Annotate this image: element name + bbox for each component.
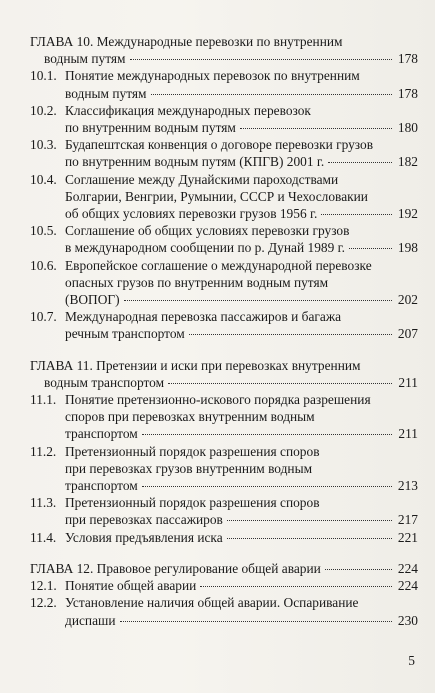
toc-page-number: 182	[397, 154, 418, 170]
toc-text: споров при перевозках внутренним водным	[65, 409, 315, 425]
toc-page-number: 192	[397, 206, 418, 222]
toc-line	[30, 257, 418, 274]
toc-text: Установление наличия общей аварии. Оспаривание	[65, 595, 359, 611]
section-number: 11.3.	[30, 495, 57, 511]
toc-page-number: 213	[397, 478, 418, 494]
chapter-entry	[30, 33, 418, 67]
toc-page-number: 230	[397, 612, 418, 628]
dot-leader	[240, 128, 392, 129]
toc-text: водным путям	[65, 85, 147, 101]
toc-line	[30, 408, 418, 425]
dot-leader	[142, 434, 392, 435]
dot-leader	[325, 569, 392, 570]
toc-line	[30, 612, 418, 629]
toc-line	[30, 50, 418, 67]
section-entry	[30, 136, 418, 170]
toc-line	[30, 274, 418, 291]
toc-line	[30, 477, 418, 494]
toc-line	[30, 460, 418, 477]
toc-line	[30, 511, 418, 528]
toc-line	[30, 425, 418, 442]
toc-text: при перевозках пассажиров	[65, 512, 223, 528]
toc-text: Будапештская конвенция о договоре перевозки грузов	[65, 137, 374, 153]
section-entry	[30, 529, 418, 546]
toc-text: опасных грузов по внутренним водным путям	[65, 274, 329, 290]
toc-text: Условия предъявления иска	[65, 529, 223, 545]
section-number: 10.3.	[30, 137, 57, 153]
dot-leader	[227, 538, 392, 539]
toc-line	[30, 153, 418, 170]
toc-line	[30, 67, 418, 84]
section-entry	[30, 494, 418, 528]
toc-page-number: 198	[397, 240, 418, 256]
toc-page-number: 178	[397, 85, 418, 101]
section-entry	[30, 577, 418, 594]
toc-line	[30, 391, 418, 408]
toc-text: Соглашение между Дунайскими пароходствами	[65, 171, 339, 187]
toc-page-number: 211	[398, 374, 418, 390]
section-number: 11.2.	[30, 443, 57, 459]
toc-text: при перевозках грузов внутренним водным	[65, 460, 313, 476]
toc-page-number: 217	[397, 512, 418, 528]
section-entry	[30, 222, 418, 256]
dot-leader	[349, 248, 392, 249]
toc-page-number: 207	[397, 326, 418, 342]
toc-text: по внутренним водным путям	[65, 120, 236, 136]
chapter-heading: ГЛАВА 10. Международные перевозки по внутренним	[30, 34, 343, 49]
toc-line	[30, 222, 418, 239]
toc-line	[30, 85, 418, 102]
table-of-contents	[30, 33, 418, 629]
section-number: 11.4.	[30, 529, 57, 545]
section-entry	[30, 594, 418, 628]
dot-leader	[321, 214, 392, 215]
dot-leader	[151, 94, 392, 95]
dot-leader	[200, 586, 392, 587]
section-number: 10.5.	[30, 223, 57, 239]
toc-text: Понятие международных перевозок по внутренним	[65, 68, 360, 84]
section-entry	[30, 391, 418, 443]
toc-line	[30, 171, 418, 188]
section-number: 10.4.	[30, 171, 57, 187]
toc-line	[30, 529, 418, 546]
chapter-gap	[30, 343, 418, 357]
section-number: 12.1.	[30, 578, 57, 594]
section-number: 10.1.	[30, 68, 57, 84]
toc-text: (ВОПОГ)	[65, 292, 120, 308]
section-number: 10.6.	[30, 257, 57, 273]
section-number: 12.2.	[30, 595, 57, 611]
toc-text: транспортом	[65, 426, 138, 442]
toc-line	[30, 205, 418, 222]
toc-text: ГЛАВА 12. Правовое регулирование общей аварии	[30, 560, 321, 576]
page-number: 5	[408, 653, 415, 668]
toc-line	[30, 239, 418, 256]
toc-line	[30, 308, 418, 325]
section-entry	[30, 102, 418, 136]
dot-leader	[328, 162, 392, 163]
toc-line	[30, 291, 418, 308]
toc-line	[30, 188, 418, 205]
toc-text: водным транспортом	[44, 374, 165, 390]
toc-page-number: 221	[397, 529, 418, 545]
chapter-heading: ГЛАВА 11. Претензии и иски при перевозках внутренним	[30, 357, 361, 373]
toc-line	[30, 560, 418, 577]
toc-text: Претензионный порядок разрешения споров	[65, 495, 320, 511]
toc-text: Претензионный порядок разрешения споров	[65, 443, 320, 459]
section-number: 11.1.	[30, 392, 57, 408]
toc-text: Классификация международных перевозок	[65, 102, 311, 118]
dot-leader	[130, 59, 392, 60]
chapter-gap	[30, 546, 418, 560]
dot-leader	[124, 300, 392, 301]
section-number: 10.2.	[30, 102, 57, 118]
toc-text: в международном сообщении по р. Дунай 1989 г.	[65, 240, 345, 256]
toc-line	[30, 102, 418, 119]
section-number: 10.7.	[30, 309, 57, 325]
toc-text: Понятие общей аварии	[65, 578, 197, 594]
toc-line	[30, 494, 418, 511]
toc-text: транспортом	[65, 478, 138, 494]
toc-text: Болгарии, Венгрии, Румынии, СССР и Чехословакии	[65, 188, 368, 204]
toc-text: Международная перевозка пассажиров и багажа	[65, 309, 342, 325]
section-entry	[30, 308, 418, 342]
toc-text: по внутренним водным путям (КПГВ) 2001 г.	[65, 154, 325, 170]
toc-page-number: 224	[397, 560, 418, 576]
dot-leader	[120, 621, 392, 622]
toc-page-number: 178	[397, 51, 418, 67]
toc-page-number: 211	[398, 426, 418, 442]
dot-leader	[142, 486, 392, 487]
toc-text: Европейское соглашение о международной перевозке	[65, 257, 372, 273]
toc-text: диспаши	[65, 612, 116, 628]
toc-line	[30, 136, 418, 153]
dot-leader	[227, 520, 392, 521]
toc-line	[30, 119, 418, 136]
section-entry	[30, 443, 418, 495]
toc-text: водным путям	[44, 51, 126, 67]
section-entry	[30, 67, 418, 101]
dot-leader	[189, 334, 392, 335]
toc-line	[30, 443, 418, 460]
toc-line	[30, 374, 418, 391]
toc-line	[30, 577, 418, 594]
toc-text: речным транспортом	[65, 326, 185, 342]
chapter-entry	[30, 560, 418, 577]
chapter-entry	[30, 357, 418, 391]
toc-page-number: 202	[397, 292, 418, 308]
toc-line	[30, 594, 418, 611]
section-entry	[30, 257, 418, 309]
toc-text: Соглашение об общих условиях перевозки грузов	[65, 223, 350, 239]
dot-leader	[168, 383, 392, 384]
section-entry	[30, 171, 418, 223]
toc-text: об общих условиях перевозки грузов 1956 г.	[65, 206, 318, 222]
toc-page-number: 180	[397, 120, 418, 136]
toc-line	[30, 325, 418, 342]
toc-page-number: 224	[397, 578, 418, 594]
toc-text: Понятие претензионно-искового порядка разрешения	[65, 392, 371, 408]
